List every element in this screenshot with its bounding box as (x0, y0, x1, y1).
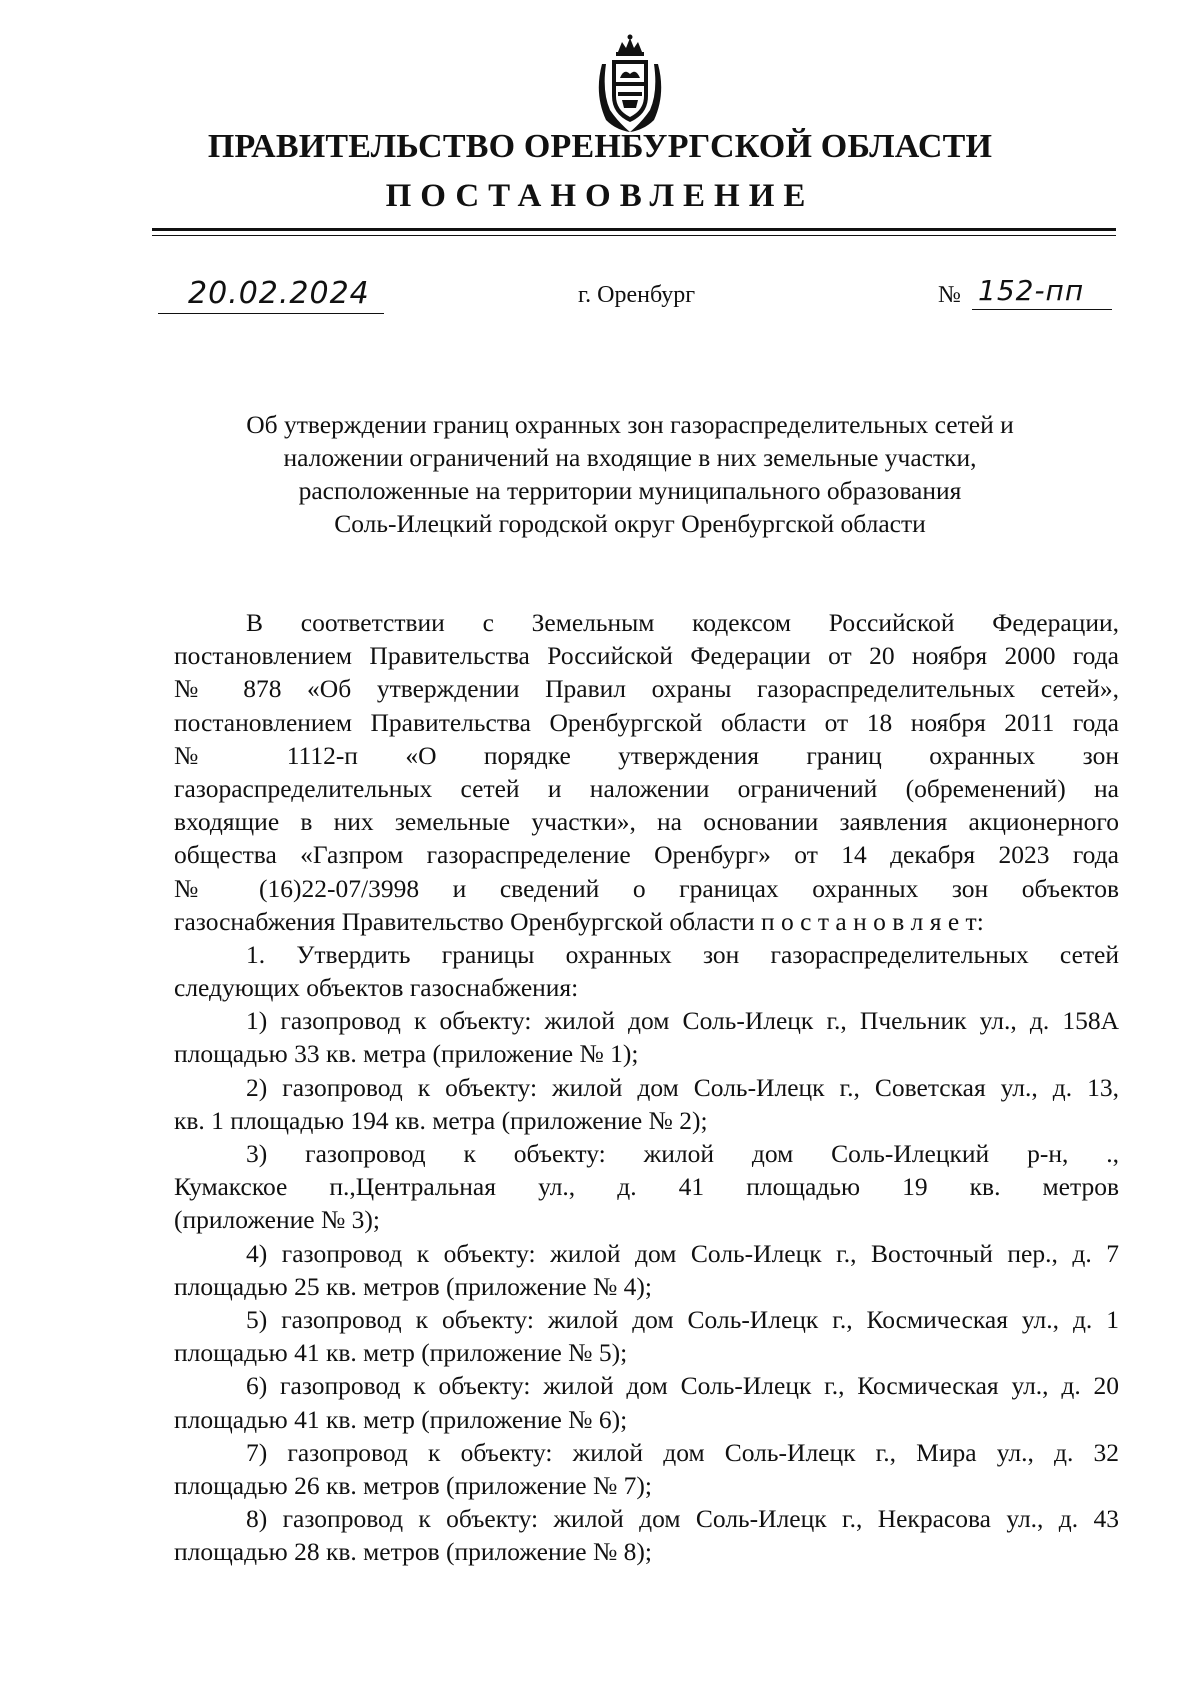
body-line: 1) газопровод к объекту: жилой дом Соль-Илецк г., Пчельник ул., д. 158А (246, 1006, 1119, 1036)
body-line: Кумакское п.,Центральная ул., д. 41 площадью 19 кв. метров (174, 1172, 1119, 1202)
body-line: (приложение № 3); (174, 1205, 380, 1235)
header-divider-thick (152, 228, 1116, 231)
body-line: 8) газопровод к объекту: жилой дом Соль-Илецк г., Некрасова ул., д. 43 (246, 1504, 1119, 1534)
body-line: № 878 «Об утверждении Правил охраны газораспределительных сетей», (174, 674, 1119, 704)
body-line: входящие в них земельные участки», на основании заявления акционерного (174, 807, 1119, 837)
body-line: постановлением Правительства Оренбургской области от 18 ноября 2011 года (174, 707, 1119, 737)
body-line: газораспределительных сетей и наложении ограничений (обременений) на (174, 773, 1119, 803)
handwritten-date: 20.02.2024 (188, 276, 370, 311)
body-line: площадью 41 кв. метр (приложение № 5); (174, 1338, 628, 1368)
body-line: 4) газопровод к объекту: жилой дом Соль-Илецк г., Восточный пер., д. 7 (246, 1238, 1119, 1268)
body-line: 1. Утвердить границы охранных зон газораспределительных сетей (246, 939, 1119, 969)
header-divider-thin (152, 235, 1116, 236)
subject-line: наложении ограничений на входящие в них земельные участки, (283, 443, 977, 472)
number-underline (972, 309, 1112, 310)
subject-line: Соль-Илецкий городской округ Оренбургской области (334, 509, 926, 538)
city: г. Оренбург (578, 282, 696, 308)
subject-line: Об утверждении границ охранных зон газораспределительных сетей и (246, 410, 1014, 439)
number-sign: № (938, 282, 961, 308)
body-line: кв. 1 площадью 194 кв. метра (приложение № 2); (174, 1105, 708, 1135)
body-line: № (16)22-07/3998 и сведений о границах охранных зон объектов (174, 873, 1119, 903)
body-line: 7) газопровод к объекту: жилой дом Соль-Илецк г., Мира ул., д. 32 (246, 1437, 1119, 1467)
document-subject (160, 408, 1100, 540)
body-line: В соответствии с Земельным кодексом Российской Федерации, (246, 608, 1119, 637)
government-title: ПРАВИТЕЛЬСТВО ОРЕНБУРГСКОЙ ОБЛАСТИ (207, 128, 993, 165)
body-line: общества «Газпром газораспределение Оренбург» от 14 декабря 2023 года (174, 840, 1119, 870)
subject-line: расположенные на территории муниципального образования (298, 476, 962, 505)
body-line: 6) газопровод к объекту: жилой дом Соль-Илецк г., Космическая ул., д. 20 (246, 1371, 1119, 1401)
document-meta (0, 276, 1200, 316)
orenburg-coat-of-arms-icon (592, 34, 668, 134)
body-line: постановлением Правительства Российской Федерации от 20 ноября 2000 года (174, 641, 1119, 671)
body-line: 2) газопровод к объекту: жилой дом Соль-Илецк г., Советская ул., д. 13, (246, 1072, 1119, 1102)
body-line: следующих объектов газоснабжения: (174, 973, 579, 1003)
body-line: 3) газопровод к объекту: жилой дом Соль-Илецкий р-н, ., (246, 1139, 1119, 1168)
body-line: газоснабжения Правительство Оренбургской области п о с т а н о в л я е т: (174, 906, 984, 936)
date-underline (158, 313, 384, 314)
body-line: площадью 33 кв. метра (приложение № 1); (174, 1039, 639, 1069)
document-body (174, 606, 1119, 1568)
document-kind-title: ПОСТАНОВЛЕНИЕ (385, 178, 815, 214)
body-line: площадью 26 кв. метров (приложение № 7); (174, 1470, 652, 1500)
handwritten-number: 152-пп (978, 274, 1085, 307)
body-line: № 1112-п «О порядке утверждения границ охранных зон (174, 740, 1119, 770)
body-line: площадью 28 кв. метров (приложение № 8); (174, 1537, 652, 1567)
body-line: площадью 25 кв. метров (приложение № 4); (174, 1271, 652, 1301)
body-line: площадью 41 кв. метр (приложение № 6); (174, 1404, 628, 1434)
body-line: 5) газопровод к объекту: жилой дом Соль-Илецк г., Космическая ул., д. 1 (246, 1304, 1119, 1334)
